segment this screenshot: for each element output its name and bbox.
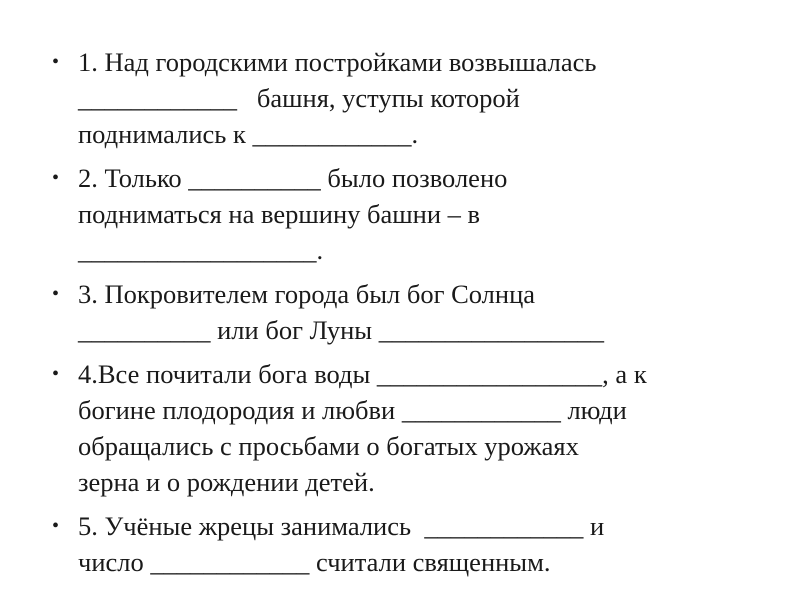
bullet-icon: • bbox=[52, 51, 60, 73]
list-item-line: число ____________ считали священным. bbox=[78, 547, 551, 577]
list-item-line: 3. Покровителем города был бог Солнца bbox=[78, 279, 536, 309]
list-item-line: ____________ башня, уступы которой bbox=[78, 83, 520, 113]
list-item-line: __________ или бог Луны _________________ bbox=[78, 315, 604, 345]
list-item-line: 2. Только __________ было позволено bbox=[78, 163, 508, 193]
list-item bbox=[50, 44, 770, 152]
list-item bbox=[50, 276, 770, 348]
list-item-line: __________________. bbox=[78, 235, 324, 265]
list-item-line: 1. Над городскими постройками возвышалась bbox=[78, 47, 597, 77]
list-item-line: 4.Все почитали бога воды _________________, а к bbox=[78, 359, 647, 389]
list-item-line: обращались с просьбами о богатых урожаях bbox=[78, 431, 579, 461]
list-item-line: богине плодородия и любви ____________ люди bbox=[78, 395, 627, 425]
list-item bbox=[50, 508, 770, 580]
list-item-line: 5. Учёные жрецы занимались ____________ и bbox=[78, 511, 605, 541]
task-list bbox=[50, 44, 770, 588]
bullet-icon: • bbox=[52, 363, 60, 385]
list-item bbox=[50, 160, 770, 268]
bullet-icon: • bbox=[52, 167, 60, 189]
list-item-line: подниматься на вершину башни – в bbox=[78, 199, 481, 229]
list-item-line: поднимались к ____________. bbox=[78, 119, 419, 149]
bullet-icon: • bbox=[52, 283, 60, 305]
list-item-line: зерна и о рождении детей. bbox=[78, 467, 375, 497]
bullet-icon: • bbox=[52, 515, 60, 537]
list-item bbox=[50, 356, 770, 500]
